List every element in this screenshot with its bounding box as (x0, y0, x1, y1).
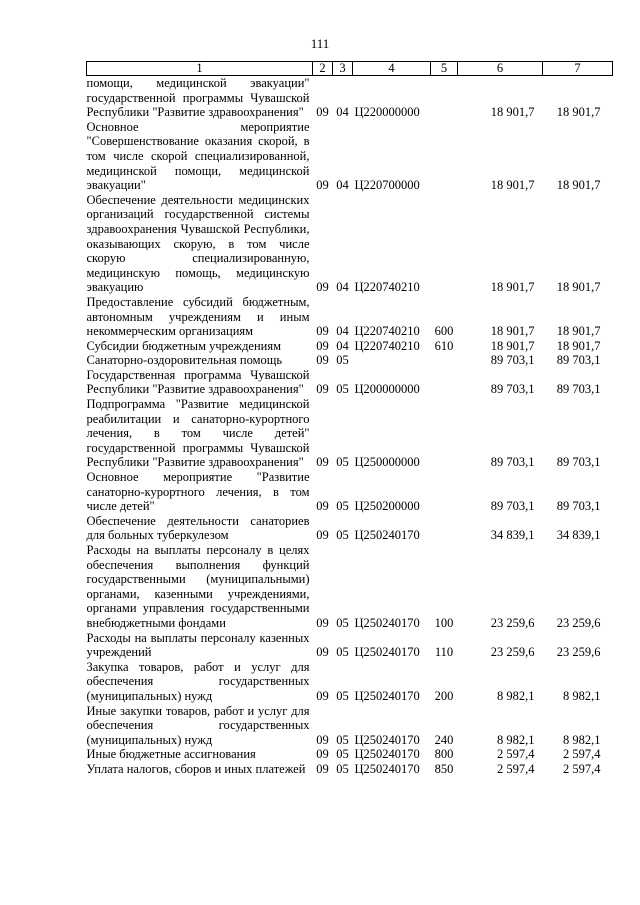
row-expense-type-cell: 240 (434, 732, 454, 747)
row-name-cell: Иные закупки товаров, работ и услуг для обеспечения государственных (муниципальных) нужд (86, 703, 310, 747)
row-name-cell: Субсидии бюджетным учреждениям (86, 338, 282, 353)
row-target-article-cell: Ц220700000 (354, 178, 420, 193)
row-subsection-cell: 05 (336, 688, 349, 703)
row-expense-type-cell (431, 470, 458, 514)
table-row (87, 660, 613, 704)
row-subsection-cell: 05 (336, 732, 349, 747)
row-section-cell: 09 (316, 499, 329, 514)
row-target-article-cell: Ц250240170 (354, 615, 420, 630)
row-expense-type-cell: 850 (434, 761, 454, 776)
row-amount-2-cell: 18 901,7 (556, 280, 601, 295)
table-row (87, 339, 613, 354)
row-section-cell: 09 (316, 455, 329, 470)
row-amount-2-cell: 89 703,1 (556, 499, 601, 514)
row-section-cell: 09 (316, 105, 329, 120)
header-col-4: 4 (353, 62, 431, 76)
header-col-6: 6 (458, 62, 543, 76)
row-amount-1-cell: 89 703,1 (490, 353, 535, 368)
row-expense-type-cell (431, 397, 458, 470)
row-section-cell: 09 (316, 382, 329, 397)
row-expense-type-cell: 610 (434, 338, 454, 353)
row-name-cell: Санаторно-оздоровительная помощь (86, 353, 283, 368)
row-name-cell: Закупка товаров, работ и услуг для обеспечения государственных (муниципальных) нужд (86, 659, 310, 703)
row-subsection-cell: 05 (336, 615, 349, 630)
row-section-cell: 09 (316, 761, 329, 776)
row-target-article-cell: Ц250240170 (354, 747, 420, 762)
header-col-3: 3 (333, 62, 353, 76)
row-subsection-cell: 05 (336, 761, 349, 776)
row-amount-1-cell: 89 703,1 (490, 499, 535, 514)
row-amount-2-cell: 89 703,1 (556, 382, 601, 397)
row-amount-1-cell: 18 901,7 (490, 178, 535, 193)
table-row (87, 120, 613, 193)
row-amount-1-cell: 23 259,6 (490, 615, 535, 630)
row-amount-1-cell: 18 901,7 (490, 338, 535, 353)
row-name-cell: Основное мероприятие "Развитие санаторно-курортного лечения, в том числе детей" (86, 470, 310, 514)
row-subsection-cell: 04 (336, 324, 349, 339)
row-amount-2-cell: 23 259,6 (556, 645, 601, 660)
table-row (87, 295, 613, 339)
row-name-cell: Расходы на выплаты персоналу казенных учреждений (86, 630, 310, 660)
row-name-cell: Иные бюджетные ассигнования (86, 747, 256, 762)
header-col-2: 2 (313, 62, 333, 76)
row-subsection-cell: 04 (336, 178, 349, 193)
row-amount-2-cell: 89 703,1 (556, 455, 601, 470)
row-subsection-cell: 05 (336, 499, 349, 514)
row-amount-1-cell: 89 703,1 (490, 455, 535, 470)
row-amount-2-cell: 8 982,1 (563, 732, 601, 747)
row-amount-1-cell: 18 901,7 (490, 324, 535, 339)
row-amount-1-cell: 2 597,4 (497, 747, 535, 762)
table-body (87, 76, 613, 777)
row-amount-2-cell: 8 982,1 (563, 688, 601, 703)
row-expense-type-cell: 200 (434, 688, 454, 703)
row-expense-type-cell (431, 193, 458, 295)
budget-table (86, 61, 613, 777)
table-row (87, 631, 613, 660)
row-name-cell: Уплата налогов, сборов и иных платежей (86, 761, 306, 776)
row-expense-type-cell: 800 (434, 747, 454, 762)
row-target-article-cell: Ц220740210 (354, 324, 420, 339)
table-row (87, 514, 613, 543)
row-amount-2-cell: 18 901,7 (556, 178, 601, 193)
row-amount-2-cell: 18 901,7 (556, 105, 601, 120)
header-row (87, 62, 613, 76)
row-amount-1-cell: 8 982,1 (497, 688, 535, 703)
table-row (87, 762, 613, 777)
table-row (87, 353, 613, 368)
row-target-article-cell: Ц220740210 (354, 280, 420, 295)
row-section-cell: 09 (316, 615, 329, 630)
row-target-article-cell: Ц250240170 (354, 761, 420, 776)
row-section-cell: 09 (316, 353, 329, 368)
row-subsection-cell: 04 (336, 338, 349, 353)
header-col-1: 1 (87, 62, 313, 76)
row-amount-2-cell: 89 703,1 (556, 353, 601, 368)
row-section-cell: 09 (316, 178, 329, 193)
row-expense-type-cell: 600 (434, 324, 454, 339)
table-row (87, 76, 613, 120)
row-target-article-cell: Ц250240170 (354, 528, 420, 543)
row-amount-2-cell: 23 259,6 (556, 615, 601, 630)
table-row (87, 543, 613, 631)
row-target-article-cell: Ц250240170 (354, 645, 420, 660)
row-target-article-cell: Ц220000000 (354, 105, 420, 120)
row-subsection-cell: 05 (336, 455, 349, 470)
row-target-article-cell: Ц250200000 (354, 499, 420, 514)
row-section-cell: 09 (316, 338, 329, 353)
row-amount-1-cell: 2 597,4 (497, 761, 535, 776)
table-row (87, 470, 613, 514)
row-subsection-cell: 05 (336, 747, 349, 762)
row-subsection-cell: 05 (336, 645, 349, 660)
row-name-cell: Государственная программа Чувашской Республики "Развитие здравоохранения" (86, 367, 310, 397)
page-number: 111 (310, 36, 330, 51)
row-section-cell: 09 (316, 645, 329, 660)
row-amount-2-cell: 18 901,7 (556, 338, 601, 353)
row-amount-2-cell: 2 597,4 (563, 761, 601, 776)
row-amount-2-cell: 18 901,7 (556, 324, 601, 339)
row-subsection-cell: 05 (336, 528, 349, 543)
row-target-article-cell: Ц250240170 (354, 688, 420, 703)
row-amount-1-cell: 18 901,7 (490, 280, 535, 295)
row-subsection-cell: 04 (336, 280, 349, 295)
row-section-cell: 09 (316, 528, 329, 543)
row-amount-1-cell: 89 703,1 (490, 382, 535, 397)
row-amount-1-cell: 8 982,1 (497, 732, 535, 747)
row-expense-type-cell: 110 (434, 645, 454, 660)
table-row (87, 704, 613, 748)
row-name-cell: Обеспечение деятельности санаториев для больных туберкулезом (86, 513, 310, 543)
row-expense-type-cell (431, 76, 458, 120)
row-section-cell: 09 (316, 324, 329, 339)
row-expense-type-cell (431, 514, 458, 543)
row-name-cell: Основное мероприятие "Совершенствование оказания скорой, в том числе скорой специализированной, медицинской помощи, медицинской эвакуации" (86, 119, 310, 193)
row-name-cell: Подпрограмма "Развитие медицинской реабилитации и санаторно-курортного лечения, в том числе детей" государственной программы Чувашской Республики "Развитие здравоохранения" (86, 397, 310, 470)
row-expense-type-cell (431, 120, 458, 193)
row-name-cell: Обеспечение деятельности медицинских организаций государственной системы здравоохранения Чувашской Республики, оказывающих скорую, в том числе скорую специализированную, медицинскую помощь, медицинскую эвакуацию (86, 192, 310, 295)
row-amount-2-cell: 34 839,1 (556, 528, 601, 543)
row-section-cell: 09 (316, 732, 329, 747)
row-name-cell: Предоставление субсидий бюджетным, автономным учреждениям и иным некоммерческим организациям (86, 294, 310, 339)
row-section-cell: 09 (316, 747, 329, 762)
row-section-cell: 09 (316, 688, 329, 703)
row-name-cell: помощи, медицинской эвакуации" государственной программы Чувашской Республики "Развитие здравоохранения" (86, 76, 310, 120)
row-subsection-cell: 04 (336, 105, 349, 120)
row-target-article-cell: Ц200000000 (354, 382, 420, 397)
table-header (87, 62, 613, 76)
row-target-article-cell: Ц250000000 (354, 455, 420, 470)
table-row (87, 193, 613, 295)
row-expense-type-cell: 100 (434, 615, 454, 630)
table-row (87, 747, 613, 762)
row-target-article-cell: Ц250240170 (354, 732, 420, 747)
row-section-cell: 09 (316, 280, 329, 295)
row-amount-1-cell: 18 901,7 (490, 105, 535, 120)
row-target-article-cell (353, 353, 431, 368)
row-name-cell: Расходы на выплаты персоналу в целях обеспечения выполнения функций государственными (муниципальными) органами, казенными учреждениями, органами управления государственными внебюджетными фондами (86, 543, 310, 630)
row-amount-1-cell: 23 259,6 (490, 645, 535, 660)
header-col-5: 5 (431, 62, 458, 76)
table-row (87, 397, 613, 470)
row-subsection-cell: 05 (336, 353, 349, 368)
row-amount-2-cell: 2 597,4 (563, 747, 601, 762)
row-target-article-cell: Ц220740210 (354, 338, 420, 353)
table-row (87, 368, 613, 397)
header-col-7: 7 (543, 62, 613, 76)
row-subsection-cell: 05 (336, 382, 349, 397)
row-expense-type-cell (431, 368, 458, 397)
row-amount-1-cell: 34 839,1 (490, 528, 535, 543)
row-expense-type-cell (431, 353, 458, 368)
